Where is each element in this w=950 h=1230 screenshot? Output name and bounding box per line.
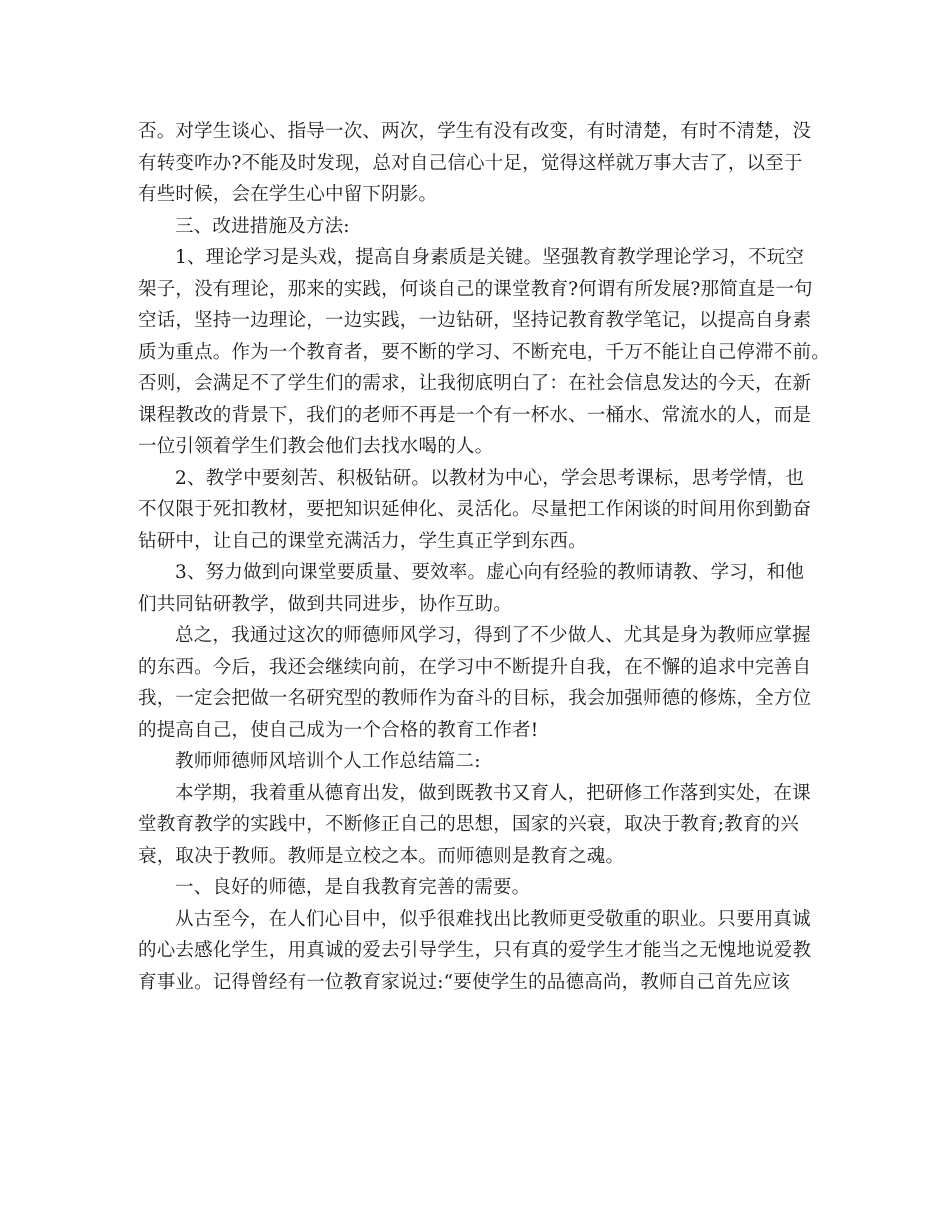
text-line: 课程教改的背景下，我们的老师不再是一个有一杯水、一桶水、常流水的人，而是 xyxy=(138,404,812,426)
document-body xyxy=(138,116,830,998)
text-line: 三、改进措施及方法: xyxy=(175,215,350,237)
text-line: 架子，没有理论，那来的实践，何谈自己的课堂教育?何谓有所发展?那简直是一句 xyxy=(138,278,813,300)
text-line: 1、理论学习是头戏，提高自身素质是关键。坚强教育教学理论学习，不玩空 xyxy=(175,247,805,268)
text-line: 本学期，我着重从德育出发，做到既教书又育人，把研修工作落到实处，在课 xyxy=(175,782,811,804)
text-line: 一位引领着学生们教会他们去找水喝的人。 xyxy=(138,436,494,457)
text-line: 有转变咋办?不能及时发现，总对自己信心十足，觉得这样就万事大吉了，以至于 xyxy=(138,152,803,174)
text-line: 育事业。记得曾经有一位教育家说过:“要使学生的品德高尚，教师自己首先应该 xyxy=(138,971,790,993)
text-line: 否则，会满足不了学生们的需求，让我彻底明白了：在社会信息发达的今天，在新 xyxy=(138,373,812,394)
text-line: 的提高自己，使自己成为一个合格的教育工作者! xyxy=(138,719,539,741)
text-line: 堂教育教学的实践中，不断修正自己的思想，国家的兴衰，取决于教育;教育的兴 xyxy=(138,814,799,835)
text-line: 衰，取决于教师。教师是立校之本。而师德则是教育之魂。 xyxy=(138,845,625,867)
text-line: 质为重点。作为一个教育者，要不断的学习、不断充电，千万不能让自己停滞不前。 xyxy=(138,341,830,363)
text-line: 从古至今，在人们心目中，似乎很难找出比教师更受敬重的职业。只要用真诚 xyxy=(175,908,811,930)
text-line: 有些时候，会在学生心中留下阴影。 xyxy=(138,184,438,205)
text-line: 我，一定会把做一名研究型的教师作为奋斗的目标，我会加强师德的修炼，全方位 xyxy=(138,688,812,709)
text-line: 的心去感化学生，用真诚的爱去引导学生，只有真的爱学生才能当之无愧地说爱教 xyxy=(138,940,812,961)
text-line: 的东西。今后，我还会继续向前，在学习中不断提升自我，在不懈的追求中完善自 xyxy=(138,656,812,678)
text-line: 们共同钻研教学，做到共同进步，协作互助。 xyxy=(138,593,513,615)
text-line: 3、努力做到向课堂要质量、要效率。虚心向有经验的教师请教、学习，和他 xyxy=(175,562,805,583)
text-line: 否。对学生谈心、指导一次、两次，学生有没有改变，有时清楚，有时不清楚，没 xyxy=(138,121,812,142)
text-line: 空话，坚持一边理论，一边实践，一边钻研，坚持记教育教学笔记，以提高自身素 xyxy=(138,310,812,331)
text-line: 2、教学中要刻苦、积极钻研。以教材为中心，学会思考课标，思考学情，也 xyxy=(175,467,805,489)
text-line: 一、良好的师德，是自我教育完善的需要。 xyxy=(175,877,531,898)
text-line: 总之，我通过这次的师德师风学习，得到了不少做人、尤其是身为教师应掌握 xyxy=(175,625,811,646)
text-line: 不仅限于死扣教材，要把知识延伸化、灵活化。尽量把工作闲谈的时间用你到勤奋 xyxy=(138,499,812,520)
text-line: 钻研中，让自己的课堂充满活力，学生真正学到东西。 xyxy=(138,530,587,552)
text-line: 教师师德师风培训个人工作总结篇二: xyxy=(175,751,481,772)
